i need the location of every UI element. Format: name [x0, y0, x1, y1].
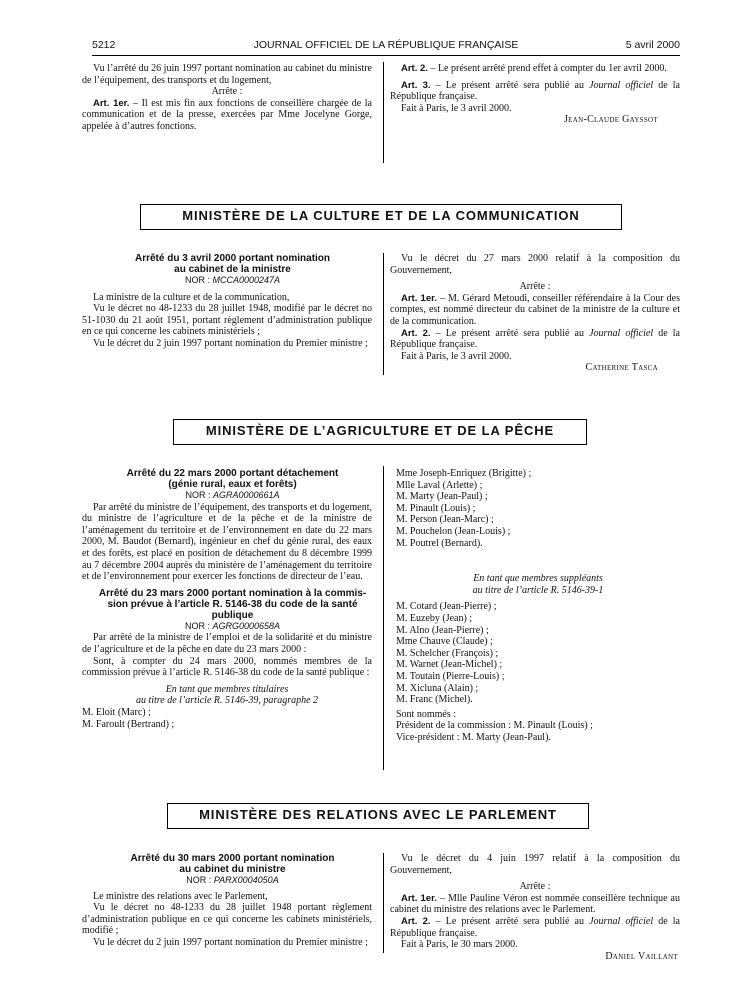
top-art3: Art. 3. – Le présent arrêté sera publié au Journal officiel de la République française.: [390, 79, 680, 103]
list-item: M. Xicluna (Alain) ;: [396, 682, 479, 694]
agri-a1-title-2: (génie rural, eaux et forêts): [168, 479, 297, 490]
list-item: M. Pouchelon (Jean-Louis) ;: [396, 525, 511, 537]
culture-p3: Vu le décret du 2 juin 1997 portant nomination du Premier ministre ;: [93, 337, 368, 349]
vice-president: Vice-président : M. Marty (Jean-Paul).: [396, 731, 551, 743]
agri-a2-title-1: Arrêté du 23 mars 2000 portant nomination à la commis-: [98, 587, 367, 599]
top-fait: Fait à Paris, le 3 avril 2000.: [401, 102, 512, 114]
parlement-arrete: Arrête :: [519, 881, 551, 893]
list-item: M. Person (Jean-Marc) ;: [396, 514, 494, 526]
parlement-right-column: [390, 853, 680, 962]
parlement-p3: Vu le décret du 2 juin 1997 portant nomination du Premier ministre ;: [93, 936, 368, 948]
list-item: M. Schelcher (François) ;: [396, 647, 499, 659]
list-item: M. Warnet (Jean-Michel) ;: [396, 659, 503, 671]
list-item: M. Eloit (Marc) ;: [82, 706, 151, 718]
culture-art2: Art. 2. – Le présent arrêté sera publié au Journal officiel de la République française.: [390, 327, 680, 351]
titulaires-heading-2: au titre de l’article R. 5146-39, paragraphe 2: [135, 695, 319, 707]
page-number: 5212: [92, 39, 116, 51]
agri-a1-title-1: Arrêté du 22 mars 2000 portant détachement: [126, 468, 339, 479]
parlement-nor: NOR : PARX0004050A: [186, 875, 279, 885]
parlement-art1: Art. 1er. – Mlle Pauline Véron est nommée conseillère technique au cabinet du ministre des relations avec le Parlement.: [390, 892, 680, 916]
culture-arrete-title-1: Arrêté du 3 avril 2000 portant nomination: [134, 253, 331, 264]
list-item: Mme Chauve (Claude) ;: [396, 636, 493, 648]
agri-right-column: [396, 468, 680, 743]
section-heading-agriculture: MINISTÈRE DE L’AGRICULTURE ET DE LA PÊCHE: [173, 419, 587, 445]
parlement-fait: Fait à Paris, le 30 mars 2000.: [401, 939, 518, 951]
column-divider: [383, 62, 384, 163]
culture-right-column: [390, 253, 680, 374]
parlement-arrete-title-2: au cabinet du ministre: [179, 864, 286, 875]
president: Président de la commission : M. Pinault (Louis) ;: [396, 720, 593, 732]
list-item: Mlle Laval (Arlette) ;: [396, 479, 483, 491]
top-right-column: [390, 63, 680, 126]
parlement-art2: Art. 2. – Le présent arrêté sera publié au Journal officiel de la République française.: [390, 915, 680, 939]
agri-a2-p1: Par arrêté de la ministre de l’emploi et de la solidarité et du ministre de l’agriculture et de la pêche en date du 23 mars 2000 :: [82, 632, 372, 655]
culture-left-column: [82, 253, 372, 350]
running-header: [92, 39, 680, 55]
agri-a1-nor: NOR : AGRA0000661A: [185, 490, 280, 500]
culture-art1: Art. 1er. – M. Gérard Metoudi, conseiller référendaire à la Cour des comptes, est nommé directeur du cabinet de la ministre de la culture et de la communication.: [390, 292, 680, 327]
parlement-arrete-title-1: Arrêté du 30 mars 2000 portant nomination: [130, 853, 335, 864]
agri-a2-nor: NOR : AGRG0000658A: [184, 620, 281, 631]
culture-signature: Catherine Tasca: [585, 362, 658, 374]
top-art1: Art. 1er. – Il est mis fin aux fonctions de conseillère chargée de la communication et de la presse, exercées par Mme Jocelyne Gorge, appelée à d’autres fonctions.: [82, 97, 372, 132]
list-item: M. Faroult (Bertrand) ;: [82, 718, 175, 730]
list-item: M. Pinault (Louis) ;: [396, 502, 476, 514]
agri-a2-title-3: publique: [211, 609, 254, 621]
list-item: M. Cotard (Jean-Pierre) ;: [396, 601, 497, 613]
column-divider: [383, 853, 384, 953]
culture-p1: La ministre de la culture et de la communication,: [93, 291, 290, 303]
column-divider: [383, 253, 384, 375]
column-divider: [383, 466, 384, 770]
list-item: M. Franc (Michel).: [396, 694, 473, 706]
agri-a2-title-2: sion prévue à l’article R. 5146-38 du code de la santé: [107, 598, 358, 610]
parlement-signature: Daniel Vaillant: [605, 950, 678, 962]
top-vu: Vu l’arrêté du 26 juin 1997 portant nomination au cabinet du ministre de l’équipement, des transports et du logement,: [82, 63, 372, 86]
list-item: M. Marty (Jean-Paul) ;: [396, 491, 488, 503]
culture-vu-gouv: Vu le décret du 27 mars 2000 relatif à la composition du Gouvernement,: [390, 253, 680, 276]
list-item: M. Alno (Jean-Pierre) ;: [396, 624, 489, 636]
top-signature: Jean-Claude Gayssot: [563, 114, 658, 126]
issue-date: 5 avril 2000: [625, 39, 680, 51]
suppleants-heading-1: En tant que membres suppléants: [473, 573, 603, 585]
sont-nommes: Sont nommés :: [396, 708, 457, 720]
agri-a2-p2: Sont, à compter du 24 mars 2000, nommés membres de la commission prévue à l’article R. 5146-38 du code de la santé publique :: [82, 655, 372, 679]
list-item: M. Euzeby (Jean) ;: [396, 612, 473, 624]
section-heading-parlement: MINISTÈRE DES RELATIONS AVEC LE PARLEMENT: [167, 803, 589, 829]
suppleants-heading-2: au titre de l’article R. 5146-39-1: [472, 584, 604, 596]
agri-a1-text: Par arrêté du ministre de l’équipement, des transports et du logement, du ministre de l’agriculture et de la pêche et de la ministre de l’aménagement du territoire et de l’environnement en date du 22 mars 2000, M. Baudot (Bernard), ingénieur en chef du génie rural, des eaux et des forêts, est placé en position de détachement du 8 décembre 1999 au 7 décembre 2004 auprès du ministère de l’aménagement du territoire et de l’environnement pour exercer les fonctions de directeur de l’eau.: [82, 501, 372, 583]
header-rule: [92, 55, 680, 56]
top-arrete: Arrête :: [211, 86, 243, 98]
section-heading-culture: MINISTÈRE DE LA CULTURE ET DE LA COMMUNICATION: [140, 204, 622, 230]
culture-fait: Fait à Paris, le 3 avril 2000.: [401, 350, 512, 362]
list-item: Mme Joseph-Enriquez (Brigitte) ;: [396, 468, 532, 479]
agri-left-column: [82, 468, 372, 730]
list-item: M. Toutain (Pierre-Louis) ;: [396, 670, 505, 682]
titulaires-heading-1: En tant que membres titulaires: [165, 683, 289, 695]
parlement-p1: Le ministre des relations avec le Parlement,: [93, 890, 268, 902]
culture-p2: Vu le décret no 48-1233 du 28 juillet 1948, modifié par le décret no 51-1030 du 21 août 1951, portant règlement d’administration publique en ce qui concerne les cabinets ministériels ;: [82, 303, 372, 338]
top-left-column: [82, 63, 372, 133]
parlement-vu-gouv: Vu le décret du 4 juin 1997 relatif à la composition du Gouvernement,: [390, 853, 680, 876]
parlement-p2: Vu le décret no 48-1233 du 28 juillet 1948 portant règlement d’administration publique en ce qui concerne les cabinets ministériels, modifié ;: [82, 902, 372, 937]
list-item: M. Poutrel (Bernard).: [396, 537, 483, 549]
culture-arrete-title-2: au cabinet de la ministre: [174, 264, 291, 275]
journal-title: JOURNAL OFFICIEL DE LA RÉPUBLIQUE FRANÇAISE: [253, 39, 519, 51]
parlement-left-column: [82, 853, 372, 949]
culture-nor: NOR : MCCA0000247A: [184, 275, 281, 285]
top-art2: Art. 2. – Le présent arrêté prend effet à compter du 1er avril 2000.: [401, 63, 667, 74]
culture-arrete: Arrête :: [519, 281, 551, 293]
